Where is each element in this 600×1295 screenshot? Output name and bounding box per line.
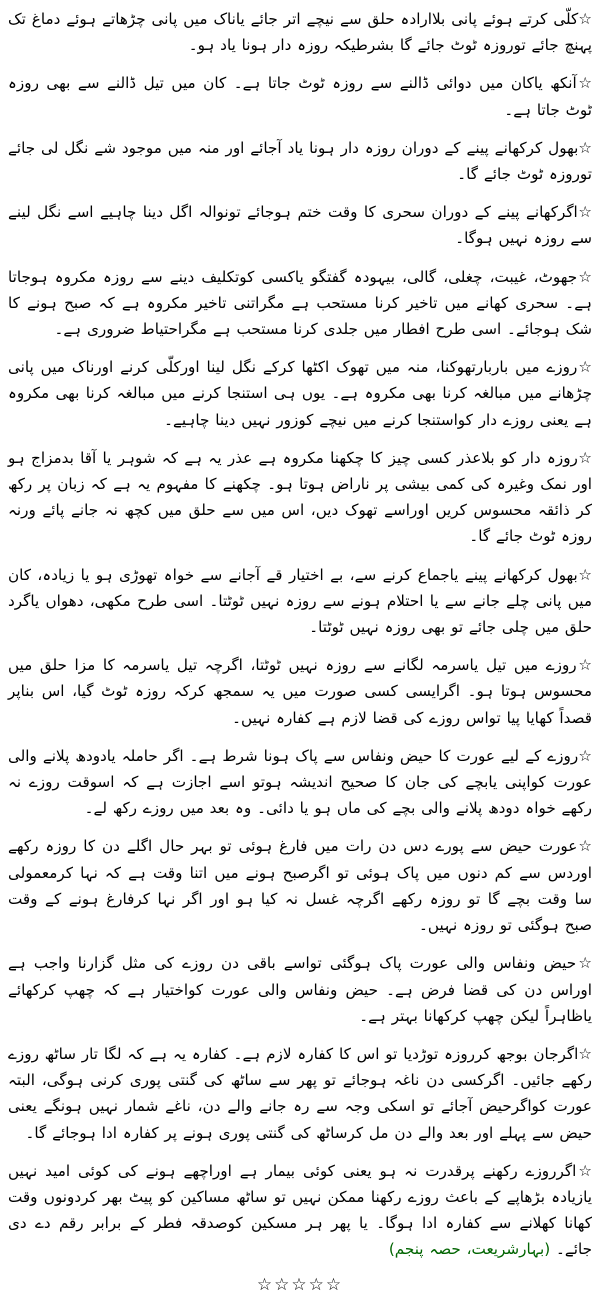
paragraph-gargle-nose: ☆کلّی کرتے ہوئے پانی بلاارادہ حلق سے نیچے اتر جائے یاناک میں پانی چڑھاتے ہوئے دماغ تک پہنچ جائے توروزہ ٹوٹ جائے گا بشرطیکہ روزہ دار ہونا یاد ہو۔ xyxy=(8,10,592,55)
paragraph-women-condition: ☆روزے کے لیے عورت کا حیض ونفاس سے پاک ہونا شرط ہے۔ اگر حاملہ یادودھ پلانے والی عورت کواپنی یابچے کی جان کا صحیح اندیشہ ہوتو اسے اجازت ہے کہ اسوقت روزے نہ رکھے خواہ دودھ پلانے والی بچے کی ماں ہو یا دائی۔ وہ بعد میں روزے رکھ لے۔ xyxy=(8,746,592,818)
paragraph-kaffarah: ☆اگرجان بوجھ کرروزہ توڑدیا تو اس کا کفارہ لازم ہے۔ کفارہ یہ ہے کہ لگا تار ساٹھ روزے رکھے جائیں۔ اگرکسی دن ناغہ ہوجائے تو پھر سے ساٹھ کی گنتی پوری کرنی ہوگی، البتہ عورت کواگرحیض آجائے تو اسکی وجہ سے رہ جانے والے دن، ناغے شمار نہیں ہونگے یعنی حیض سے پہلے اور بعد والے دن مل کرساٹھ کی گنتی پوری ہونے پر کفارہ ادا ہوجائے گا۔ xyxy=(8,1044,592,1142)
fidya-text: ☆اگرروزے رکھنے پرقدرت نہ ہو یعنی کوئی بیمار ہے اوراچھے ہونے کی کوئی امید نہیں یازیادہ بڑھاپے کے باعث روزے رکھنا ممکن نہیں تو ساٹھ مساکین کو پیٹ بھر کردونوں وقت کھانا کھلانے سے کفارہ ادا ہوگا۔ یا پھر ہر مسکین کوصدقہ فطر کے برابر رقم دے دی جائے۔ xyxy=(8,1161,592,1259)
paragraph-tasting: ☆روزہ دار کو بلاعذر کسی چیز کا چکھنا مکروہ ہے عذر یہ ہے کہ شوہر یا آقا بدمزاج ہو اور نمک وغیرہ کی کمی بیشی پر ناراض ہوتا ہو۔ چکھنے کا مفہوم یہ ہے کہ زبان پر رکھ کر ذائقہ محسوس کریں اوراسے تھوک دیں، اس میں سے حلق میں کچھ نہ جانے پائے ورنہ روزہ ٹوٹ جائے گا۔ xyxy=(8,448,592,546)
paragraph-purified-midday: ☆حیض ونفاس والی عورت پاک ہوگئی تواسے باقی دن روزے کی مثل گزارنا واجب ہے اوراس دن کی قضا فرض ہے۔ حیض ونفاس والی عورت کواختیار ہے کہ چھپ کرکھائے یاظاہراً لیکن چھپ کرکھانا بہتر ہے۔ xyxy=(8,954,592,1025)
paragraph-forgetful-eating: ☆بھول کرکھانے پینے کے دوران روزہ دار ہونا یاد آجائے اور منہ میں موجود شے نگل لی جائے توروزہ ٹوٹ جائے گا۔ xyxy=(8,138,592,184)
paragraph-eye-ear-drops: ☆آنکھ یاکان میں دوائی ڈالنے سے روزہ ٹوٹ جاتا ہے۔ کان میں تیل ڈالنے سے بھی روزہ ٹوٹ جاتا ہے۔ xyxy=(8,74,592,119)
paragraph-suhoor-end: ☆اگرکھانے پینے کے دوران سحری کا وقت ختم ہوجائے تونوالہ اگل دینا چاہیے اسے نگل لینے سے روزہ نہیں ہوگا۔ xyxy=(8,203,592,248)
paragraph-makrooh-speech: ☆جھوٹ، غیبت، چغلی، گالی، بیہودہ گفتگو یاکسی کوتکلیف دینے سے روزہ مکروہ ہوجاتا ہے۔ سحری کھانے میں تاخیر کرنا مستحب ہے مگراتنی تاخیر مکروہ ہے کہ صبح ہونے کا شک ہوجائے۔ اسی طرح افطار میں جلدی کرنا مستحب ہے مگراحتیاط ضروری ہے۔ xyxy=(8,267,592,339)
paragraph-menstruation-end: ☆عورت حیض سے پورے دس دن رات میں فارغ ہوئی تو بہر حال اگلے دن کا روزہ رکھے اوردس سے کم دنوں میں پاک ہوئی تو اگرصبح ہونے میں اتنا وقت ہے کہ نہا کرمعمولی سا وقت بچے گا تو روزہ رکھے اگرچہ غسل نہ کیا ہو اور اگر نہا کرفارغ ہونے کے وقت صبح ہوگئی تو روزہ نہیں۔ xyxy=(8,837,592,935)
paragraph-spitting: ☆روزے میں باربارتھوکنا، منہ میں تھوک اکٹھا کرکے نگل لینا اورکلّی کرنے اورناک میں پانی چڑھانے میں مبالغہ کرنا بھی مکروہ ہے۔ یوں ہی استنجا کرنے میں مبالغہ کرنا بھی مکروہ ہے یعنی روزے دار کواستنجا کرنے میں نیچے کوزور نہیں دینا چاہیے۔ xyxy=(8,358,592,429)
paragraph-fidya xyxy=(8,1158,592,1263)
paragraph-oil-surma: ☆روزے میں تیل یاسرمہ لگانے سے روزہ نہیں ٹوٹتا، اگرچہ تیل یاسرمہ کا مزا حلق میں محسوس ہوتا ہو۔ اگرایسی کسی صورت میں یہ سمجھ کرکہ روزہ ٹوٹ گیا، اس بناپر قصداً کھایا پیا تواس روزے کی قضا لازم ہے کفارہ نہیں۔ xyxy=(8,656,592,727)
paragraph-not-breaking: ☆بھول کرکھانے پینے یاجماع کرنے سے، بے اختیار قے آجانے سے خواہ تھوڑی ہو یا زیادہ، کان میں پانی چلے جانے سے یا احتلام ہونے سے روزہ نہیں ٹوٹتا۔ اسی طرح مکھی، دھواں یاگرد حلق میں چلی جائے تو بھی روزہ نہیں ٹوٹتا۔ xyxy=(8,565,592,637)
reference-citation: (بہارشریعت، حصہ پنجم) xyxy=(388,1240,551,1259)
star-separator: ☆☆☆☆☆ xyxy=(256,1274,344,1295)
